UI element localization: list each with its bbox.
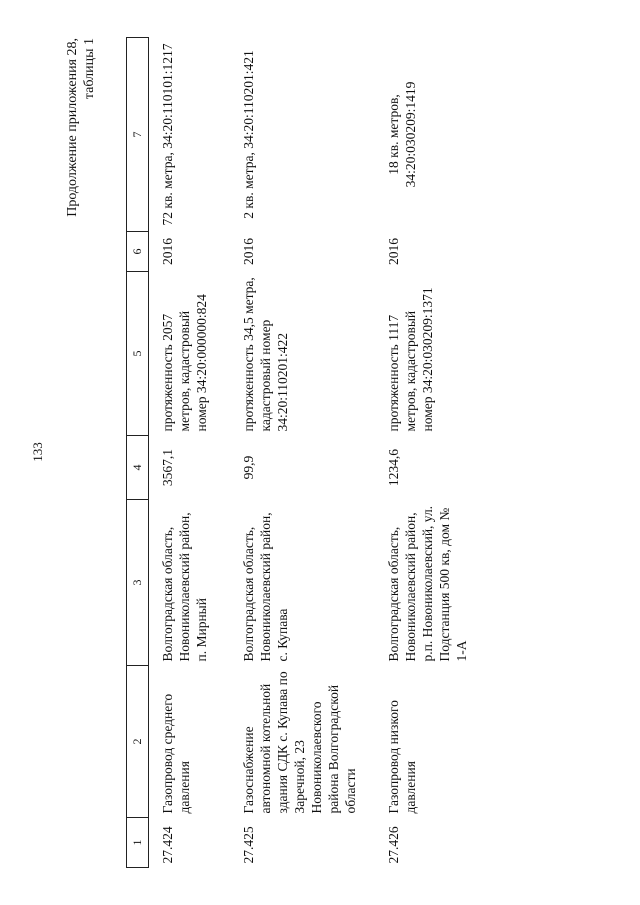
row-number: 27.426	[386, 826, 401, 864]
object-address: Волгоградская область, Новониколаевский район, р.п. Новониколаевский, ул. Подстанция 500 кв, дом № 1-А	[386, 505, 469, 662]
column-header-1: 1	[127, 818, 149, 868]
row-number: 27.425	[241, 826, 256, 864]
table-row	[363, 38, 474, 868]
object-value: 3567,1	[160, 448, 175, 487]
object-name: Газоснабжение автономной котельной здания СДК с. Купава по Заречной, 23 Новониколаевского района Волгоградской области	[241, 671, 358, 814]
object-characteristics: протяженность 1117 метров, кадастровый номер 34:20:030209:1371	[386, 287, 435, 432]
land-plot: 2 кв. метра, 34:20:110201:421	[241, 50, 256, 219]
column-header-6: 6	[127, 232, 149, 272]
table-row	[149, 38, 215, 868]
table-row	[214, 38, 363, 868]
column-header-2: 2	[127, 666, 149, 818]
object-address: Волгоградская область, Новониколаевский район, п. Мирный	[160, 512, 209, 662]
object-name: Газопровод низкого давления	[386, 700, 418, 814]
object-year: 2016	[386, 238, 401, 265]
object-value: 99,9	[241, 455, 256, 480]
object-characteristics: протяженность 34,5 метра, кадастровый номер 34:20:110201:422	[241, 277, 290, 432]
row-number: 27.424	[160, 826, 175, 864]
continuation-note	[64, 38, 98, 318]
land-plot: 72 кв. метра, 34:20:110101:1217	[160, 43, 175, 226]
column-header-5: 5	[127, 272, 149, 436]
object-characteristics: протяженность 2057 метров, кадастровый номер 34:20:000000:824	[160, 294, 209, 432]
page-number: 133	[30, 442, 45, 462]
continuation-line-1: Продолжение приложения 28,	[65, 38, 80, 217]
object-address: Волгоградская область, Новониколаевский район, с. Купава	[241, 512, 290, 662]
column-header-3: 3	[127, 500, 149, 666]
object-year: 2016	[241, 238, 256, 265]
object-value: 1234,6	[386, 448, 401, 487]
continuation-line-2: таблицы 1	[82, 38, 97, 100]
table-header-row	[127, 38, 149, 868]
rotated-table-sheet	[64, 38, 576, 868]
appendix-table	[126, 37, 474, 868]
column-header-7: 7	[127, 38, 149, 232]
land-plot: 18 кв. метров, 34:20:030209:1419	[386, 81, 418, 188]
column-header-4: 4	[127, 436, 149, 500]
object-year: 2016	[160, 238, 175, 265]
object-name: Газопровод среднего давления	[160, 693, 192, 814]
